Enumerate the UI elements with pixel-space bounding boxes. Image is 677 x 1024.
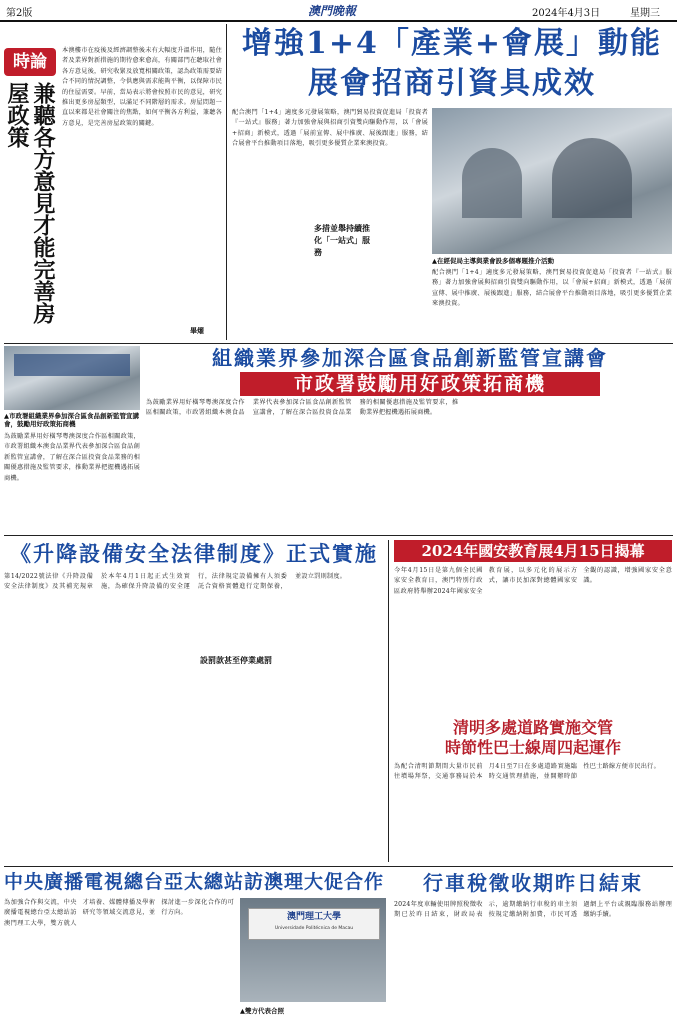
column-divider [226, 24, 227, 340]
commentary-title: 兼聽各方意見才能完善房屋政策 [4, 82, 56, 324]
story1-photo-caption: ▲在經促局主導與業會設多個專題推介活動 [432, 257, 554, 265]
story4-text: 今年4月15日是第九個全民國家安全教育日，澳門特別行政區政府將舉辦2024年國家安全教育展，以多元化的展示方式，讓市民加深對總體國家安全觀的認識，增強國家安全意識。 [394, 567, 672, 595]
story6-photo [240, 898, 386, 1002]
section-divider [4, 343, 673, 344]
page-number: 第2版 [6, 8, 33, 19]
story5-headline: 清明多處道路實施交管 [452, 718, 613, 737]
story1-text: 配合澳門「1+4」適度多元發展策略，澳門貿易投資促進局「投資者『一站式』服務」著力加強會展與招商引資雙向驅動作用，以「會展+招商」新模式，透過「展前宣傳、展中推廣、展後跟進」服務，結合展會平台推動項目落地，吸引更多優質企業來澳投資。 [232, 109, 428, 148]
column-divider [388, 540, 389, 862]
story6-headline: 中央廣播電視總台亞太總站訪澳理大促合作 [4, 871, 385, 893]
story1-text-continued: 配合澳門「1+4」適度多元發展策略，澳門貿易投資促進局「投資者『一站式』服務」著力加強會展與招商引資雙向驅動作用，以「會展+招商」新模式，透過「展前宣傳、展中推廣、展後跟進」服務，結合展會平台推動項目落地，吸引更多優質企業來澳投資。 [432, 269, 672, 308]
university-sign: 澳門理工大學 Universidade Politécnica de Macau [248, 908, 380, 940]
story5-subheadline: 時節性巴士線周四起運作 [444, 738, 621, 757]
story7-headline: 行車稅徵收期昨日結束 [423, 871, 643, 895]
commentary-text: 本澳樓市在疫後及經濟調整後未有大幅度升溫作用，隨住者及業界對新措施的期待愈來愈高，有關部門在聽取社會各方意見後，研究收緊及放寬相關政策，認為政策需要結合不同的情況調整，令供應與需求能夠平衡，以保障市民的住屋需要。早前，當局表示將會按照市民的意見，研究推出更多房屋類型，以滿足不同階層的需求。房屋問題一直以來都是社會關注的焦點，如何平衡各方利益，兼聽各方意見，是完善房屋政策的關鍵。 [62, 47, 222, 127]
story3-subhead: 設罰款甚至停業處罰 [200, 654, 280, 666]
story7-text: 2024年度車輛使用牌照稅徵收期已於昨日結束，財政局表示，逾期繳納行車稅的車主須按規定繳納附加費，市民可透過網上平台或親臨服務站辦理繳納手續。 [394, 901, 672, 919]
page-header [0, 0, 677, 22]
story4-banner: 2024年國安教育展4月15日揭幕 [394, 540, 672, 562]
weekday: 星期三 [630, 8, 660, 19]
story2-subheadline-bar: 市政署鼓勵用好政策拓商機 [240, 372, 600, 396]
story2-headline: 組織業界參加深合區食品創新監管宣講會 [212, 346, 608, 370]
story2-text-col1: 為鼓勵業界用好橫琴粵澳深度合作區相關政策，市政署組織本澳食品業界代表參加深合區食品創新監管宣講會，了解在深合區投資食品業務的相關優惠措施及監管要求，推動業界把握機遇拓展商機。 [4, 433, 140, 482]
issue-date: 2024年4月3日 [532, 8, 601, 19]
story2-text: 為鼓勵業界用好橫琴粵澳深度合作區相關政策，市政署組織本澳食品業界代表參加深合區食品創新監管宣講會，了解在深合區投資食品業務的相關優惠措施及監管要求，推動業界把握機遇拓展商機。 [146, 399, 459, 417]
story2-photo-caption: ▲市政署組織業界參加深合區食品創新監管宣講會，鼓勵用好政策拓商機 [4, 412, 139, 428]
story1-subheadline: 展會招商引資具成效 [308, 66, 596, 101]
story2-photo [4, 346, 140, 410]
section-divider [4, 535, 673, 536]
masthead: 澳門晚報 [308, 4, 357, 18]
story1-subhead: 多措並舉持續推化「一站式」服務 [314, 223, 370, 257]
story3-headline: 《升降設備安全法律制度》正式實施 [10, 541, 378, 566]
commentary-author: 畢燿 [190, 326, 204, 335]
story1-headline: 增強1+4「產業+會展」動能 [241, 26, 663, 61]
story1-photo [432, 108, 672, 254]
section-divider [4, 866, 673, 867]
story6-photo-caption: ▲雙方代表合照 [240, 1007, 284, 1015]
commentary-badge: 時論 [4, 48, 56, 76]
story3-text: 第14/2022號法律《升降設備安全法律制度》及其補充規章於本年4月1日起正式生效實施，為確保升降設備的安全運行，法律規定設備擁有人須委託合資格實體進行定期保養，並設立罰則制度。 [4, 573, 347, 591]
story5-text: 為配合清明節期間大量市民前往墳場拜祭，交通事務局於本月4日至7日在多處道路實施臨時交通管理措施，並開辦時節性巴士路線方便市民出行。 [394, 763, 660, 781]
story6-text: 為加強合作與交流，中央廣播電視總台亞太總站訪澳門理工大學，雙方就人才培養、媒體傳播及學術研究等領域交流意見，並探討進一步深化合作的可行方向。 [4, 899, 234, 927]
